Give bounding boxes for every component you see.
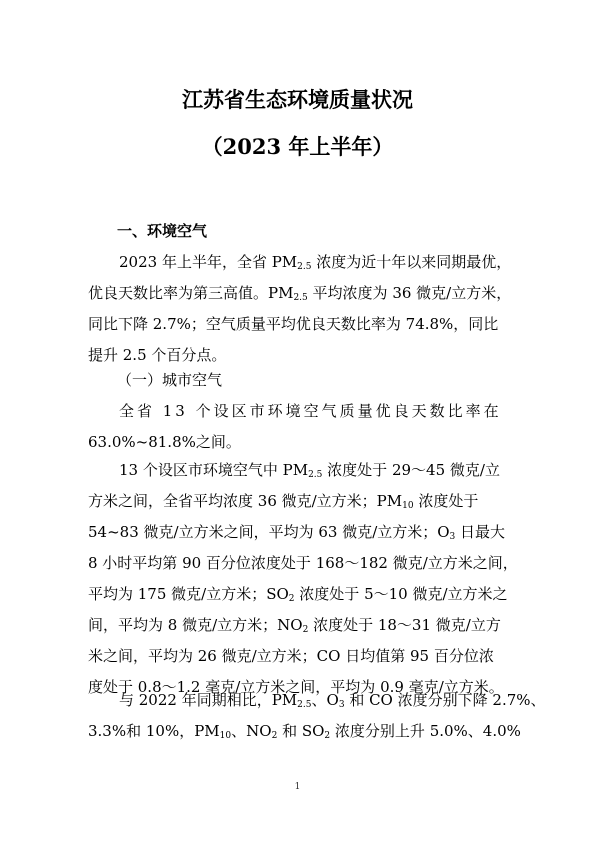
paragraph-line: 13 个设区市环境空气中 $PM_{2.5}$ 浓度处于 29～45 微克/立 — [119, 461, 500, 480]
paragraph-line: 平均为 175 微克/立方米；$SO_2$ 浓度处于 5～10 微克/立方米之 — [88, 585, 508, 604]
paragraph-line: 63.0%~81.8%之间。 — [88, 433, 241, 451]
paragraph-line: 3.3%和 10%，$PM_{10}$、$NO_2$ 和 $SO_2$ 浓度分别上升 5.0%、4.0% — [88, 722, 521, 741]
paragraph-line: 间，平均为 8 微克/立方米；$NO_2$ 浓度处于 18～31 微克/立方 — [88, 616, 501, 635]
paragraph-3 — [88, 455, 518, 703]
paragraph-line: 提升 2.5 个百分点。 — [88, 346, 227, 364]
paragraph-line: 优良天数比率为第三高值。$PM_{2.5}$ 平均浓度为 36 微克/立方米， — [88, 284, 512, 303]
section-heading: 一、环境空气 — [117, 222, 208, 240]
page-number: 1 — [294, 782, 301, 792]
paragraph-line: 54~83 微克/立方米之间，平均为 63 微克/立方米；$O_3$ 日最大 — [88, 523, 506, 542]
document-title: 江苏省生态环境质量状况 — [182, 87, 413, 112]
paragraph-4 — [88, 685, 546, 747]
paragraph-2 — [88, 396, 508, 458]
paragraph-line: 8 小时平均第 90 百分位浓度处于 168～182 微克/立方米之间， — [88, 554, 518, 572]
paragraph-line: 全省 13 个设区市环境空气质量优良天数比率在 — [119, 402, 502, 420]
paragraph-line: 2023 年上半年，全省 $PM_{2.5}$ 浓度为近十年以来同期最优， — [119, 253, 512, 272]
paragraph-1 — [88, 247, 512, 371]
document-subtitle: （2023 年上半年） — [201, 134, 394, 159]
paragraph-line: 同比下降 2.7%；空气质量平均优良天数比率为 74.8%，同比 — [88, 315, 499, 333]
paragraph-line: 方米之间，全省平均浓度 36 微克/立方米；$PM_{10}$ 浓度处于 — [88, 492, 479, 511]
subsection-heading: （一）城市空气 — [117, 371, 223, 389]
paragraph-line: 度处于 0.8～1.2 毫克/立方米之间，平均为 0.9 毫克/立方米。 — [88, 678, 504, 696]
paragraph-line: 米之间，平均为 26 微克/立方米；CO 日均值第 95 百分位浓 — [88, 647, 494, 665]
paragraph-line: 与 2022 年同期相比，$PM_{2.5}$、$O_3$ 和 CO 浓度分别下降 2.7%、 — [119, 691, 546, 710]
